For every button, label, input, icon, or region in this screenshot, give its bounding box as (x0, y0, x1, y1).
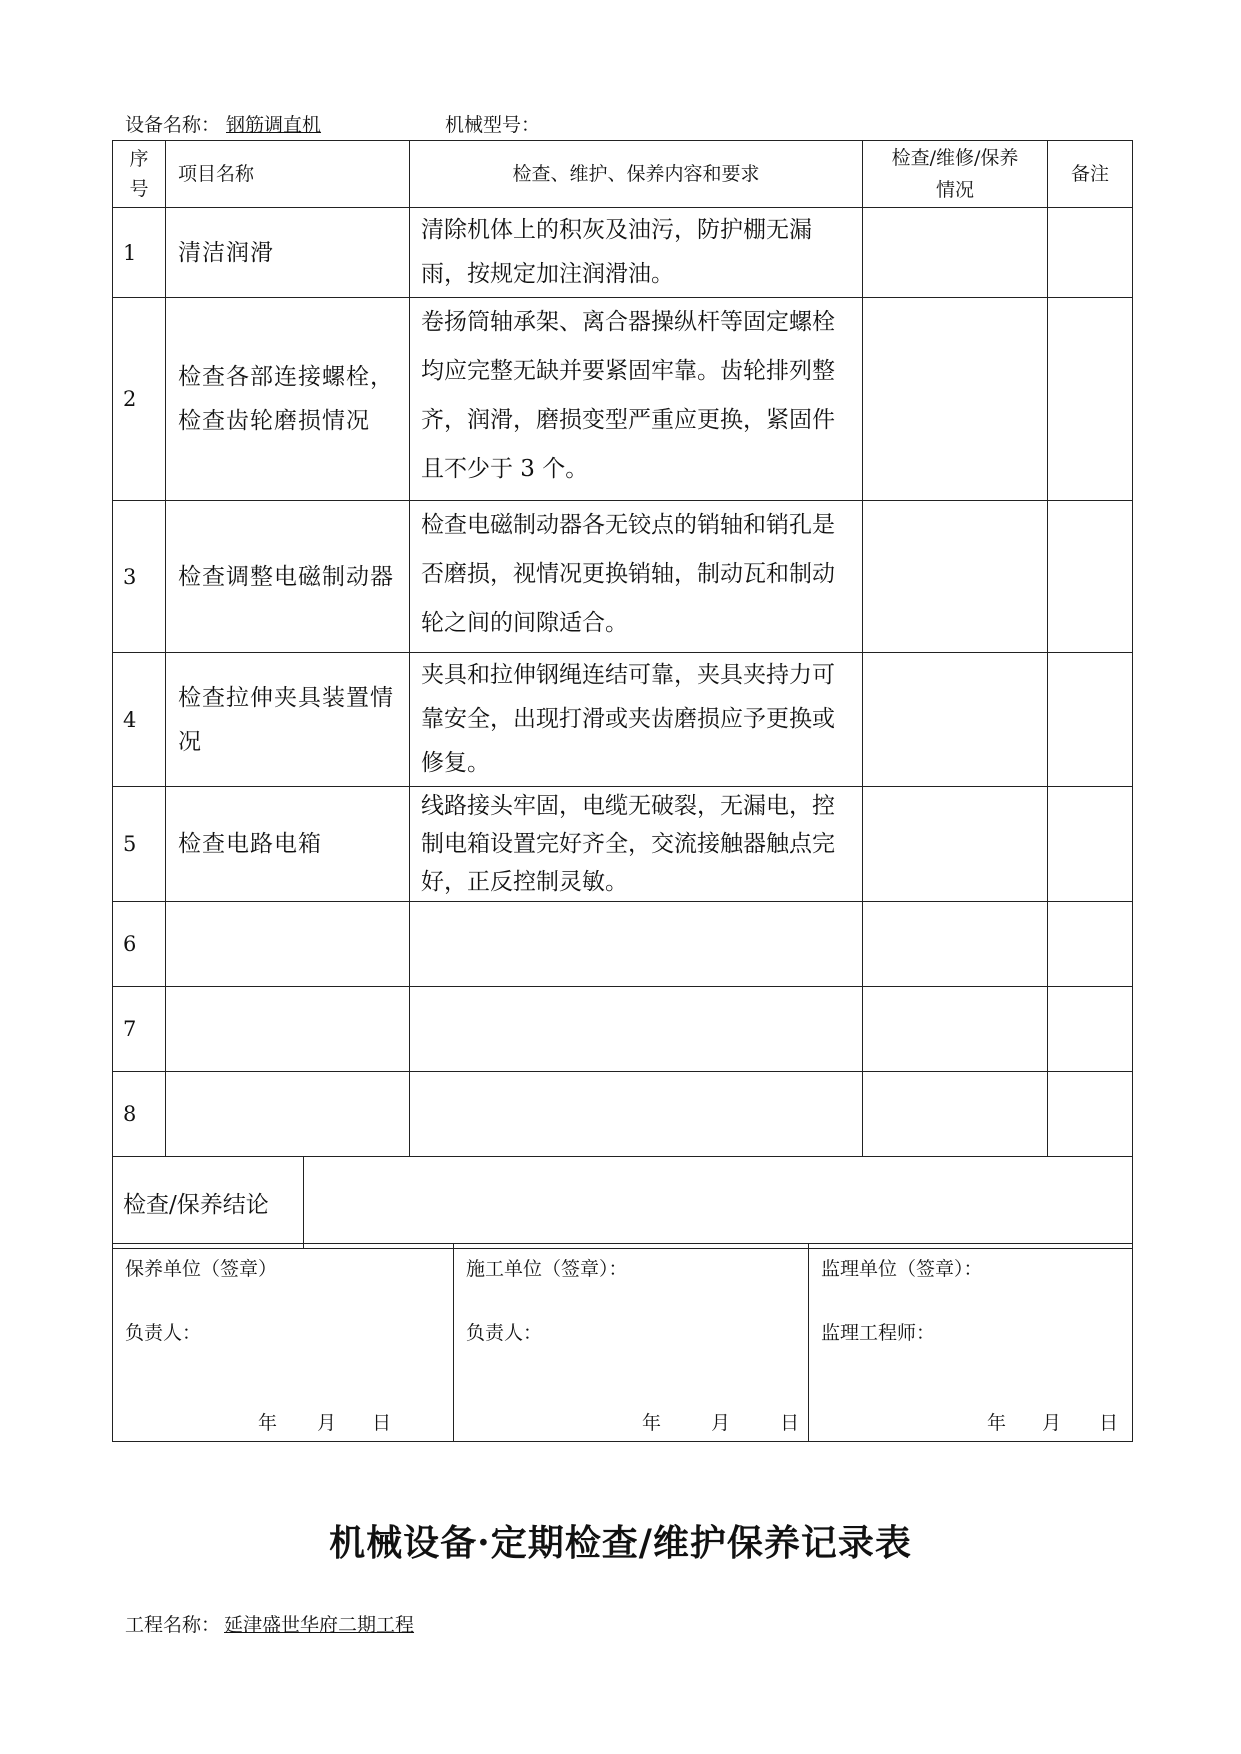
row-number: 4 (113, 653, 166, 787)
row-remark-cell[interactable] (1048, 208, 1133, 298)
row-number: 7 (113, 987, 166, 1072)
construction-person-label: 负责人： (466, 1322, 543, 1344)
header-content: 检查、维护、保养内容和要求 (410, 141, 863, 208)
supervision-date (987, 1408, 1118, 1435)
row-content: 夹具和拉伸钢绳连结可靠，夹具夹持力可靠安全，出现打滑或夹齿磨损应予更换或修复。 (410, 653, 863, 787)
row-number: 8 (113, 1072, 166, 1157)
row-item[interactable] (166, 902, 410, 987)
table-row (113, 298, 1133, 501)
month-label: 月 (317, 1412, 337, 1434)
row-number: 5 (113, 787, 166, 902)
supervision-engineer-label: 监理工程师： (821, 1322, 936, 1344)
row-item: 检查拉伸夹具装置情况 (166, 653, 410, 787)
header-status (863, 141, 1048, 208)
row-status-cell[interactable] (863, 208, 1048, 298)
year-label: 年 (258, 1412, 278, 1434)
construction-unit-cell[interactable] (454, 1244, 809, 1442)
day-label: 日 (780, 1412, 800, 1434)
row-item: 检查调整电磁制动器 (166, 501, 410, 653)
row-status-cell[interactable] (863, 987, 1048, 1072)
row-status-cell[interactable] (863, 902, 1048, 987)
row-status-cell[interactable] (863, 787, 1048, 902)
row-status-cell[interactable] (863, 298, 1048, 501)
equipment-header (125, 110, 541, 137)
construction-date (642, 1408, 799, 1435)
row-content: 清除机体上的积灰及油污，防护棚无漏雨，按规定加注润滑油。 (410, 208, 863, 298)
row-item: 检查各部连接螺栓，检查齿轮磨损情况 (166, 298, 410, 501)
row-remark-cell[interactable] (1048, 787, 1133, 902)
maintenance-date (258, 1408, 391, 1435)
header-item: 项目名称 (166, 141, 410, 208)
project-name-label: 工程名称： (125, 1614, 221, 1636)
row-item: 检查电路电箱 (166, 787, 410, 902)
construction-unit-label: 施工单位（签章）： (466, 1258, 628, 1280)
row-number: 2 (113, 298, 166, 501)
row-number: 6 (113, 902, 166, 987)
row-status-cell[interactable] (863, 501, 1048, 653)
inspection-table (112, 140, 1133, 1249)
header-status-line2: 情况 (935, 179, 974, 201)
year-label: 年 (642, 1412, 662, 1434)
conclusion-field[interactable] (304, 1157, 1132, 1248)
row-content: 卷扬筒轴承架、离合器操纵杆等固定螺栓均应完整无缺并要紧固牢靠。齿轮排列整齐，润滑，磨损变型严重应更换，紧固件且不少于 3 个。 (410, 298, 863, 501)
equipment-name-label: 设备名称： (125, 114, 221, 136)
row-remark-cell[interactable] (1048, 1072, 1133, 1157)
row-item[interactable] (166, 1072, 410, 1157)
month-label: 月 (711, 1412, 731, 1434)
project-line (125, 1610, 414, 1637)
row-content: 线路接头牢固，电缆无破裂，无漏电，控制电箱设置完好齐全，交流接触器触点完好，正反控制灵敏。 (410, 787, 863, 902)
row-status-cell[interactable] (863, 653, 1048, 787)
form-title: 机械设备·定期检查/维护保养记录表 (329, 1522, 912, 1564)
row-number: 1 (113, 208, 166, 298)
conclusion-label: 检查/保养结论 (113, 1157, 304, 1248)
header-remark: 备注 (1048, 141, 1133, 208)
maintenance-person-label: 负责人： (125, 1322, 202, 1344)
row-remark-cell[interactable] (1048, 298, 1133, 501)
table-row (113, 501, 1133, 653)
table-row (113, 653, 1133, 787)
row-content[interactable] (410, 1072, 863, 1157)
project-name-value: 延津盛世华府二期工程 (224, 1614, 415, 1636)
maintenance-unit-cell[interactable] (113, 1244, 454, 1442)
row-remark-cell[interactable] (1048, 902, 1133, 987)
equipment-name-value: 钢筋调直机 (226, 114, 322, 136)
maintenance-unit-label: 保养单位（签章） (125, 1258, 278, 1280)
row-content: 检查电磁制动器各无铰点的销轴和销孔是否磨损，视情况更换销轴，制动瓦和制动轮之间的间隙适合。 (410, 501, 863, 653)
row-item: 清洁润滑 (166, 208, 410, 298)
supervision-unit-cell[interactable] (809, 1244, 1133, 1442)
table-row (113, 787, 1133, 902)
day-label: 日 (372, 1412, 392, 1434)
table-header-row (113, 141, 1133, 208)
day-label: 日 (1099, 1412, 1119, 1434)
table-row (113, 208, 1133, 298)
row-number: 3 (113, 501, 166, 653)
header-status-line1: 检查/维修/保养 (891, 147, 1019, 169)
table-row (113, 902, 1133, 987)
row-remark-cell[interactable] (1048, 987, 1133, 1072)
table-row (113, 1072, 1133, 1157)
row-remark-cell[interactable] (1048, 501, 1133, 653)
table-row (113, 987, 1133, 1072)
year-label: 年 (987, 1412, 1007, 1434)
signature-table (112, 1243, 1133, 1442)
row-content[interactable] (410, 902, 863, 987)
conclusion-cell (113, 1157, 1133, 1249)
month-label: 月 (1042, 1412, 1062, 1434)
header-no-line1: 序 (129, 148, 149, 170)
row-content[interactable] (410, 987, 863, 1072)
header-no (113, 141, 166, 208)
header-no-line2: 号 (129, 178, 149, 200)
row-remark-cell[interactable] (1048, 653, 1133, 787)
row-item[interactable] (166, 987, 410, 1072)
supervision-unit-label: 监理单位（签章）： (821, 1258, 983, 1280)
row-status-cell[interactable] (863, 1072, 1048, 1157)
machine-model-label: 机械型号： (445, 114, 541, 136)
conclusion-row (113, 1157, 1133, 1249)
